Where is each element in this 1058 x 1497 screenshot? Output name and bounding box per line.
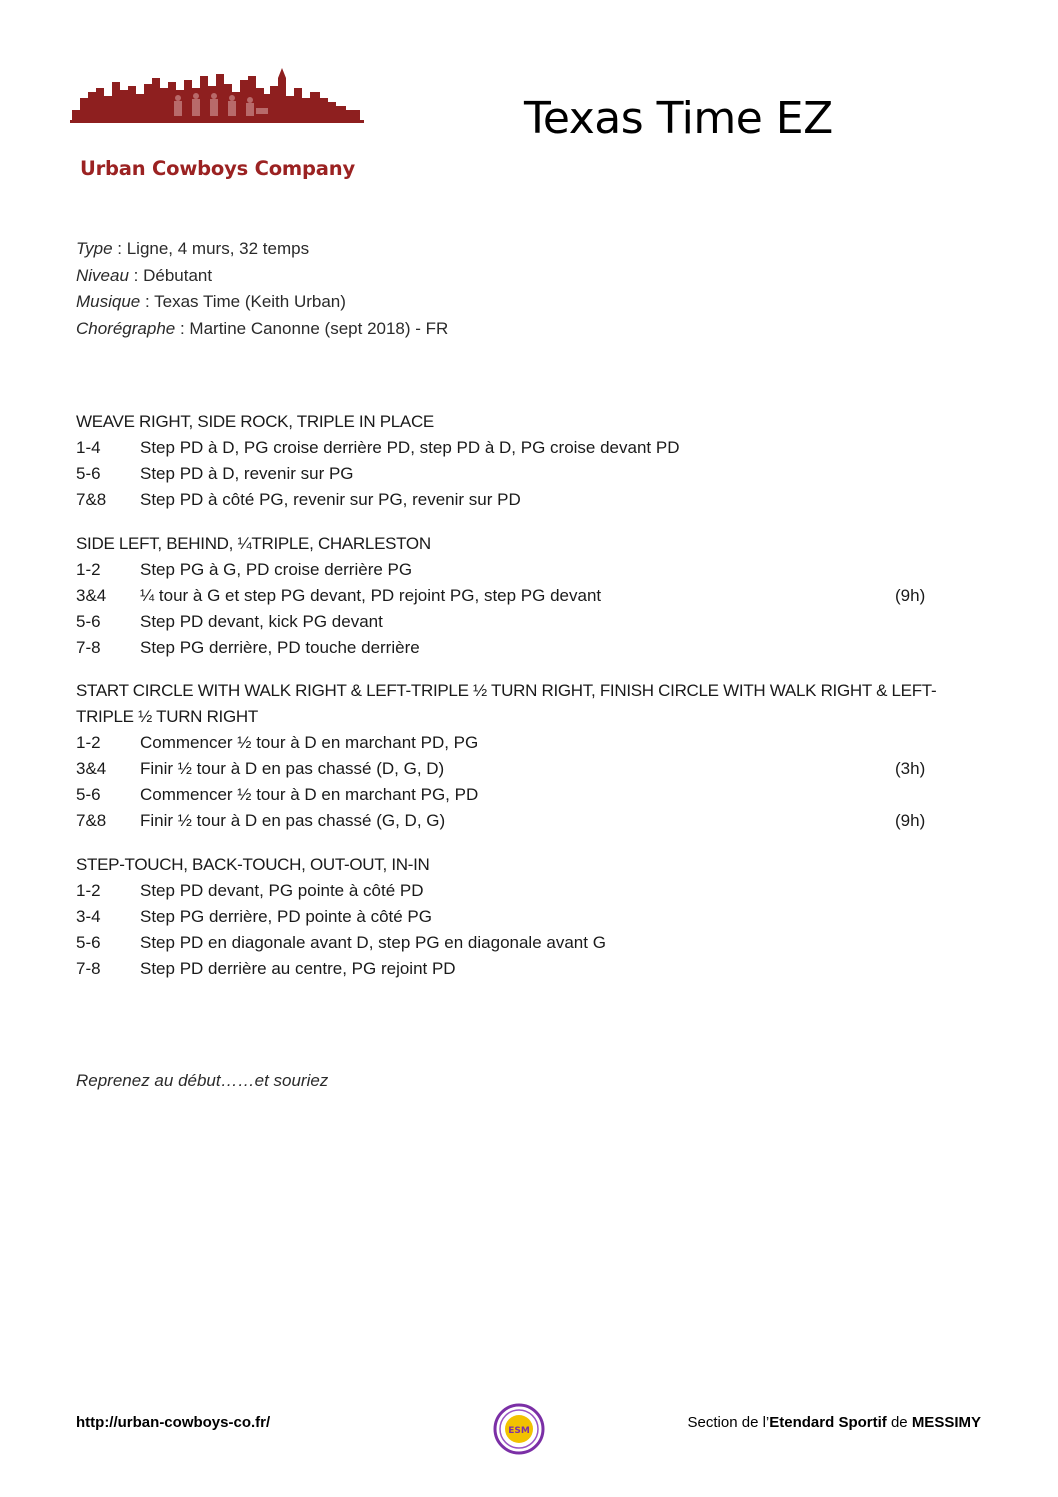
step-section <box>76 531 976 661</box>
esm-logo-icon <box>492 1402 546 1456</box>
step-row <box>76 609 976 635</box>
step-wall: (3h) <box>895 759 926 778</box>
section-title: STEP-TOUCH, BACK-TOUCH, OUT-OUT, IN-IN <box>76 855 430 874</box>
step-description: ¼ tour à G et step PG devant, PD rejoint PG, step PG devant <box>140 586 602 605</box>
info-music-key: Musique <box>76 292 141 311</box>
step-count: 7-8 <box>76 638 101 657</box>
info-type <box>76 236 448 263</box>
step-description: Finir ½ tour à D en pas chassé (D, G, D) <box>140 759 445 778</box>
step-description: Step PD derrière au centre, PG rejoint PD <box>140 959 456 978</box>
info-level-key: Niveau <box>76 265 129 285</box>
page-title: Texas Time EZ <box>524 93 833 144</box>
step-count: 7&8 <box>76 811 107 830</box>
step-description: Finir ½ tour à D en pas chassé (G, D, G) <box>140 811 446 830</box>
footer-website-link[interactable]: http://urban-cowboys-co.fr/ <box>76 1414 271 1431</box>
step-count: 7&8 <box>76 490 107 509</box>
step-row <box>76 461 976 487</box>
info-choreographer-value: : Martine Canonne (sept 2018) - FR <box>175 318 449 338</box>
section-title: SIDE LEFT, BEHIND, ¼TRIPLE, CHARLESTON <box>76 534 431 553</box>
step-count: 1-2 <box>76 560 101 579</box>
step-section <box>76 409 976 513</box>
step-description: Step PG derrière, PD pointe à côté PG <box>140 907 432 926</box>
dance-info <box>76 236 448 342</box>
step-count: 3&4 <box>76 586 107 605</box>
step-row <box>76 930 976 956</box>
section-title: START CIRCLE WITH WALK RIGHT & LEFT-TRIPLE ½ TURN RIGHT, FINISH CIRCLE WITH WALK RIGHT & LEFT-TRIPLE ½ TURN RIGHT <box>76 681 937 726</box>
company-logo <box>70 68 364 186</box>
footer-club-name: Etendard Sportif <box>769 1414 887 1431</box>
closing-text: Reprenez au début……et souriez <box>76 1071 329 1090</box>
footer-section-text <box>688 1414 981 1431</box>
step-description: Step PD devant, kick PG devant <box>140 612 383 631</box>
step-count: 5-6 <box>76 464 101 483</box>
step-count: 1-4 <box>76 438 101 457</box>
step-count: 3-4 <box>76 907 101 926</box>
step-row <box>76 583 976 609</box>
step-row <box>76 730 976 756</box>
footer-town-name: MESSIMY <box>911 1414 981 1431</box>
info-choreographer-key: Chorégraphe <box>76 318 176 338</box>
step-count: 5-6 <box>76 785 101 804</box>
step-description: Step PD en diagonale avant D, step PG en diagonale avant G <box>140 933 606 952</box>
step-row <box>76 782 976 808</box>
step-count: 7-8 <box>76 959 101 978</box>
info-level <box>76 263 448 290</box>
step-row <box>76 808 976 834</box>
step-description: Step PD à D, revenir sur PG <box>140 464 354 483</box>
step-wall: (9h) <box>895 811 926 830</box>
info-type-key: Type <box>76 239 113 258</box>
logo-company-name: Urban Cowboys Company <box>80 157 355 180</box>
esm-logo-text: ESM <box>508 1426 530 1436</box>
step-count: 1-2 <box>76 881 101 900</box>
city-skyline-cowboys-icon <box>70 68 364 128</box>
step-row <box>76 756 976 782</box>
info-music-value: : Texas Time (Keith Urban) <box>140 292 346 311</box>
step-row <box>76 904 976 930</box>
step-count: 3&4 <box>76 759 107 778</box>
info-level-value: : Débutant <box>128 265 213 285</box>
step-count: 5-6 <box>76 933 101 952</box>
step-description: Commencer ½ tour à D en marchant PD, PG <box>140 733 479 752</box>
step-row <box>76 635 976 661</box>
step-row <box>76 956 976 982</box>
footer-section-mid: de <box>886 1414 912 1431</box>
step-row <box>76 557 976 583</box>
step-section <box>76 678 976 834</box>
step-count: 1-2 <box>76 733 101 752</box>
step-description: Step PD devant, PG pointe à côté PD <box>140 881 424 900</box>
info-choreographer <box>76 316 448 343</box>
step-row <box>76 487 976 513</box>
step-row <box>76 878 976 904</box>
step-description: Step PG à G, PD croise derrière PG <box>140 560 413 579</box>
step-description: Step PD à D, PG croise derrière PD, step PD à D, PG croise devant PD <box>140 438 680 457</box>
step-description: Step PD à côté PG, revenir sur PG, revenir sur PD <box>140 490 521 509</box>
section-title: WEAVE RIGHT, SIDE ROCK, TRIPLE IN PLACE <box>76 412 434 431</box>
step-wall: (9h) <box>895 586 926 605</box>
step-row <box>76 435 976 461</box>
footer-section-prefix: Section de l’ <box>687 1414 770 1431</box>
step-description: Commencer ½ tour à D en marchant PG, PD <box>140 785 479 804</box>
step-section <box>76 852 976 982</box>
step-description: Step PG derrière, PD touche derrière <box>140 638 420 657</box>
info-type-value: : Ligne, 4 murs, 32 temps <box>112 239 310 258</box>
info-music <box>76 289 448 316</box>
step-count: 5-6 <box>76 612 101 631</box>
